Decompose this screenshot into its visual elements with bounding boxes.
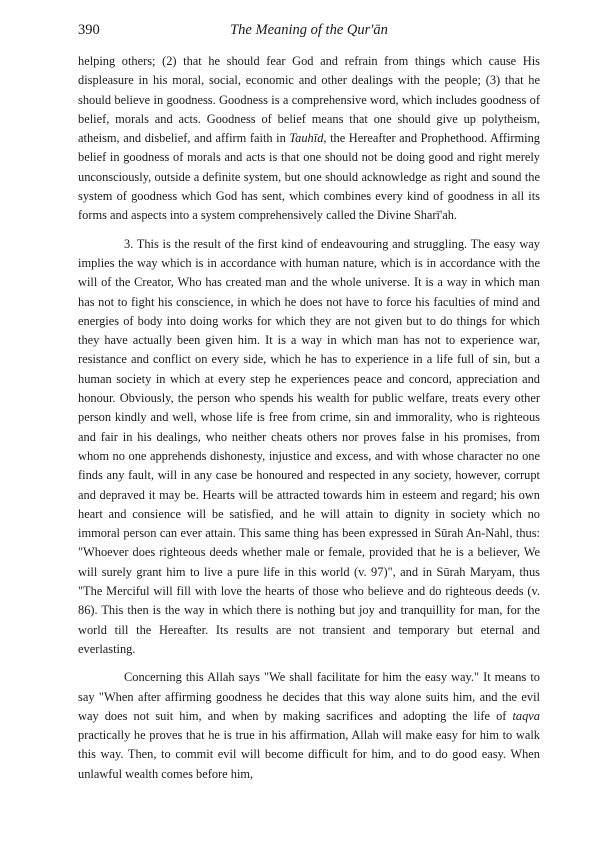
paragraph-1-term-tauhid: Tauhīd,	[289, 131, 327, 146]
page-number: 390	[78, 22, 100, 38]
body-text	[78, 52, 540, 784]
paragraph-3-term-taqva: taqva	[512, 708, 540, 723]
paragraph-2: 3. This is the result of the first kind of endeavouring and struggling. The easy way implies the way which is in accordance with human nature, which is in accordance with the will of the Creator, Who has created man and the whole universe. It is a way in which man has not to fight his conscience, in which he does not have to force his faculties of mind and energies of body into doing works for which they are not given but to do things for which they have actually been given him. It is a way in which man has not to experience war, resistance and conflict on every side, which he has to experience in a life full of sin, but a human society in which at every step he experiences peace and concord, appreciation and honour. Obviously, the person who spends his wealth for public welfare, treats every other person kindly and well, whose life is free from crime, sin and immorality, who is righteous and fair in his dealings, who neither cheats others nor proves false in his promises, from whom no one apprehends dishonesty, injustice and excess, and with whose character no one finds any fault, will in any case be honoured and respected in any society, however, corrupt and depraved it may be. Hearts will be attracted towards him in esteem and regard; his own heart and consience will be satisfied, and he will attain to dignity in society which no immoral person can ever attain. This same thing has been expressed in Sūrah An-Nahl, thus: "Whoever does righteous deeds whether male or female, provided that he is a believer, We will surely grant him to live a pure life in this world (v. 97)", and in Sūrah Maryam, thus "The Merciful will fill with love the hearts of those who believe and do righteous deeds (v. 86). This then is the way in which there is nothing but joy and tranquillity for man, for the world till the Hereafter. Its results are not transient and temporary but eternal and everlasting.	[78, 236, 540, 656]
paragraph-3-text-c: practically he proves that he is true in his affirmation, Allah will make easy for him to walk this way. Then, to commit evil will become difficult for him, and to do good easy. When unlawful wealth comes before him,	[78, 728, 540, 781]
paragraph-3	[78, 668, 540, 784]
running-title: The Meaning of the Qur'ān	[230, 22, 388, 38]
paragraph-3-text-a: Concerning this Allah says "We shall facilitate for him the easy way." It means to say "When after affirming goodness he decides that this way alone suits him, and the evil way does not suit him, and when by making sacrifices and adopting the life of	[78, 670, 540, 723]
paragraph-1-text-c: the Hereafter and Prophethood. Affirming belief in goodness of morals and acts is that one should not be doing good and right merely unconsciously, outside a definite system, but one should acknowledge as right and sound the system of goodness which God has sent, which combines every kind of goodness in all its forms and aspects into a system comprehensively called the Divine Sharī'ah.	[78, 131, 540, 223]
page-header	[78, 22, 540, 44]
paragraph-1	[78, 52, 540, 226]
paragraph-1-text-a: helping others; (2) that he should fear God and refrain from things which cause His displeasure in his moral, social, economic and other dealings with the people; (3) that he should believe in goodness. Goodness is a comprehensive word, which includes goodness of belief, morals and acts. Goodness of belief means that one should give up polytheism, atheism, and disbelief, and affirm faith in	[78, 54, 540, 146]
